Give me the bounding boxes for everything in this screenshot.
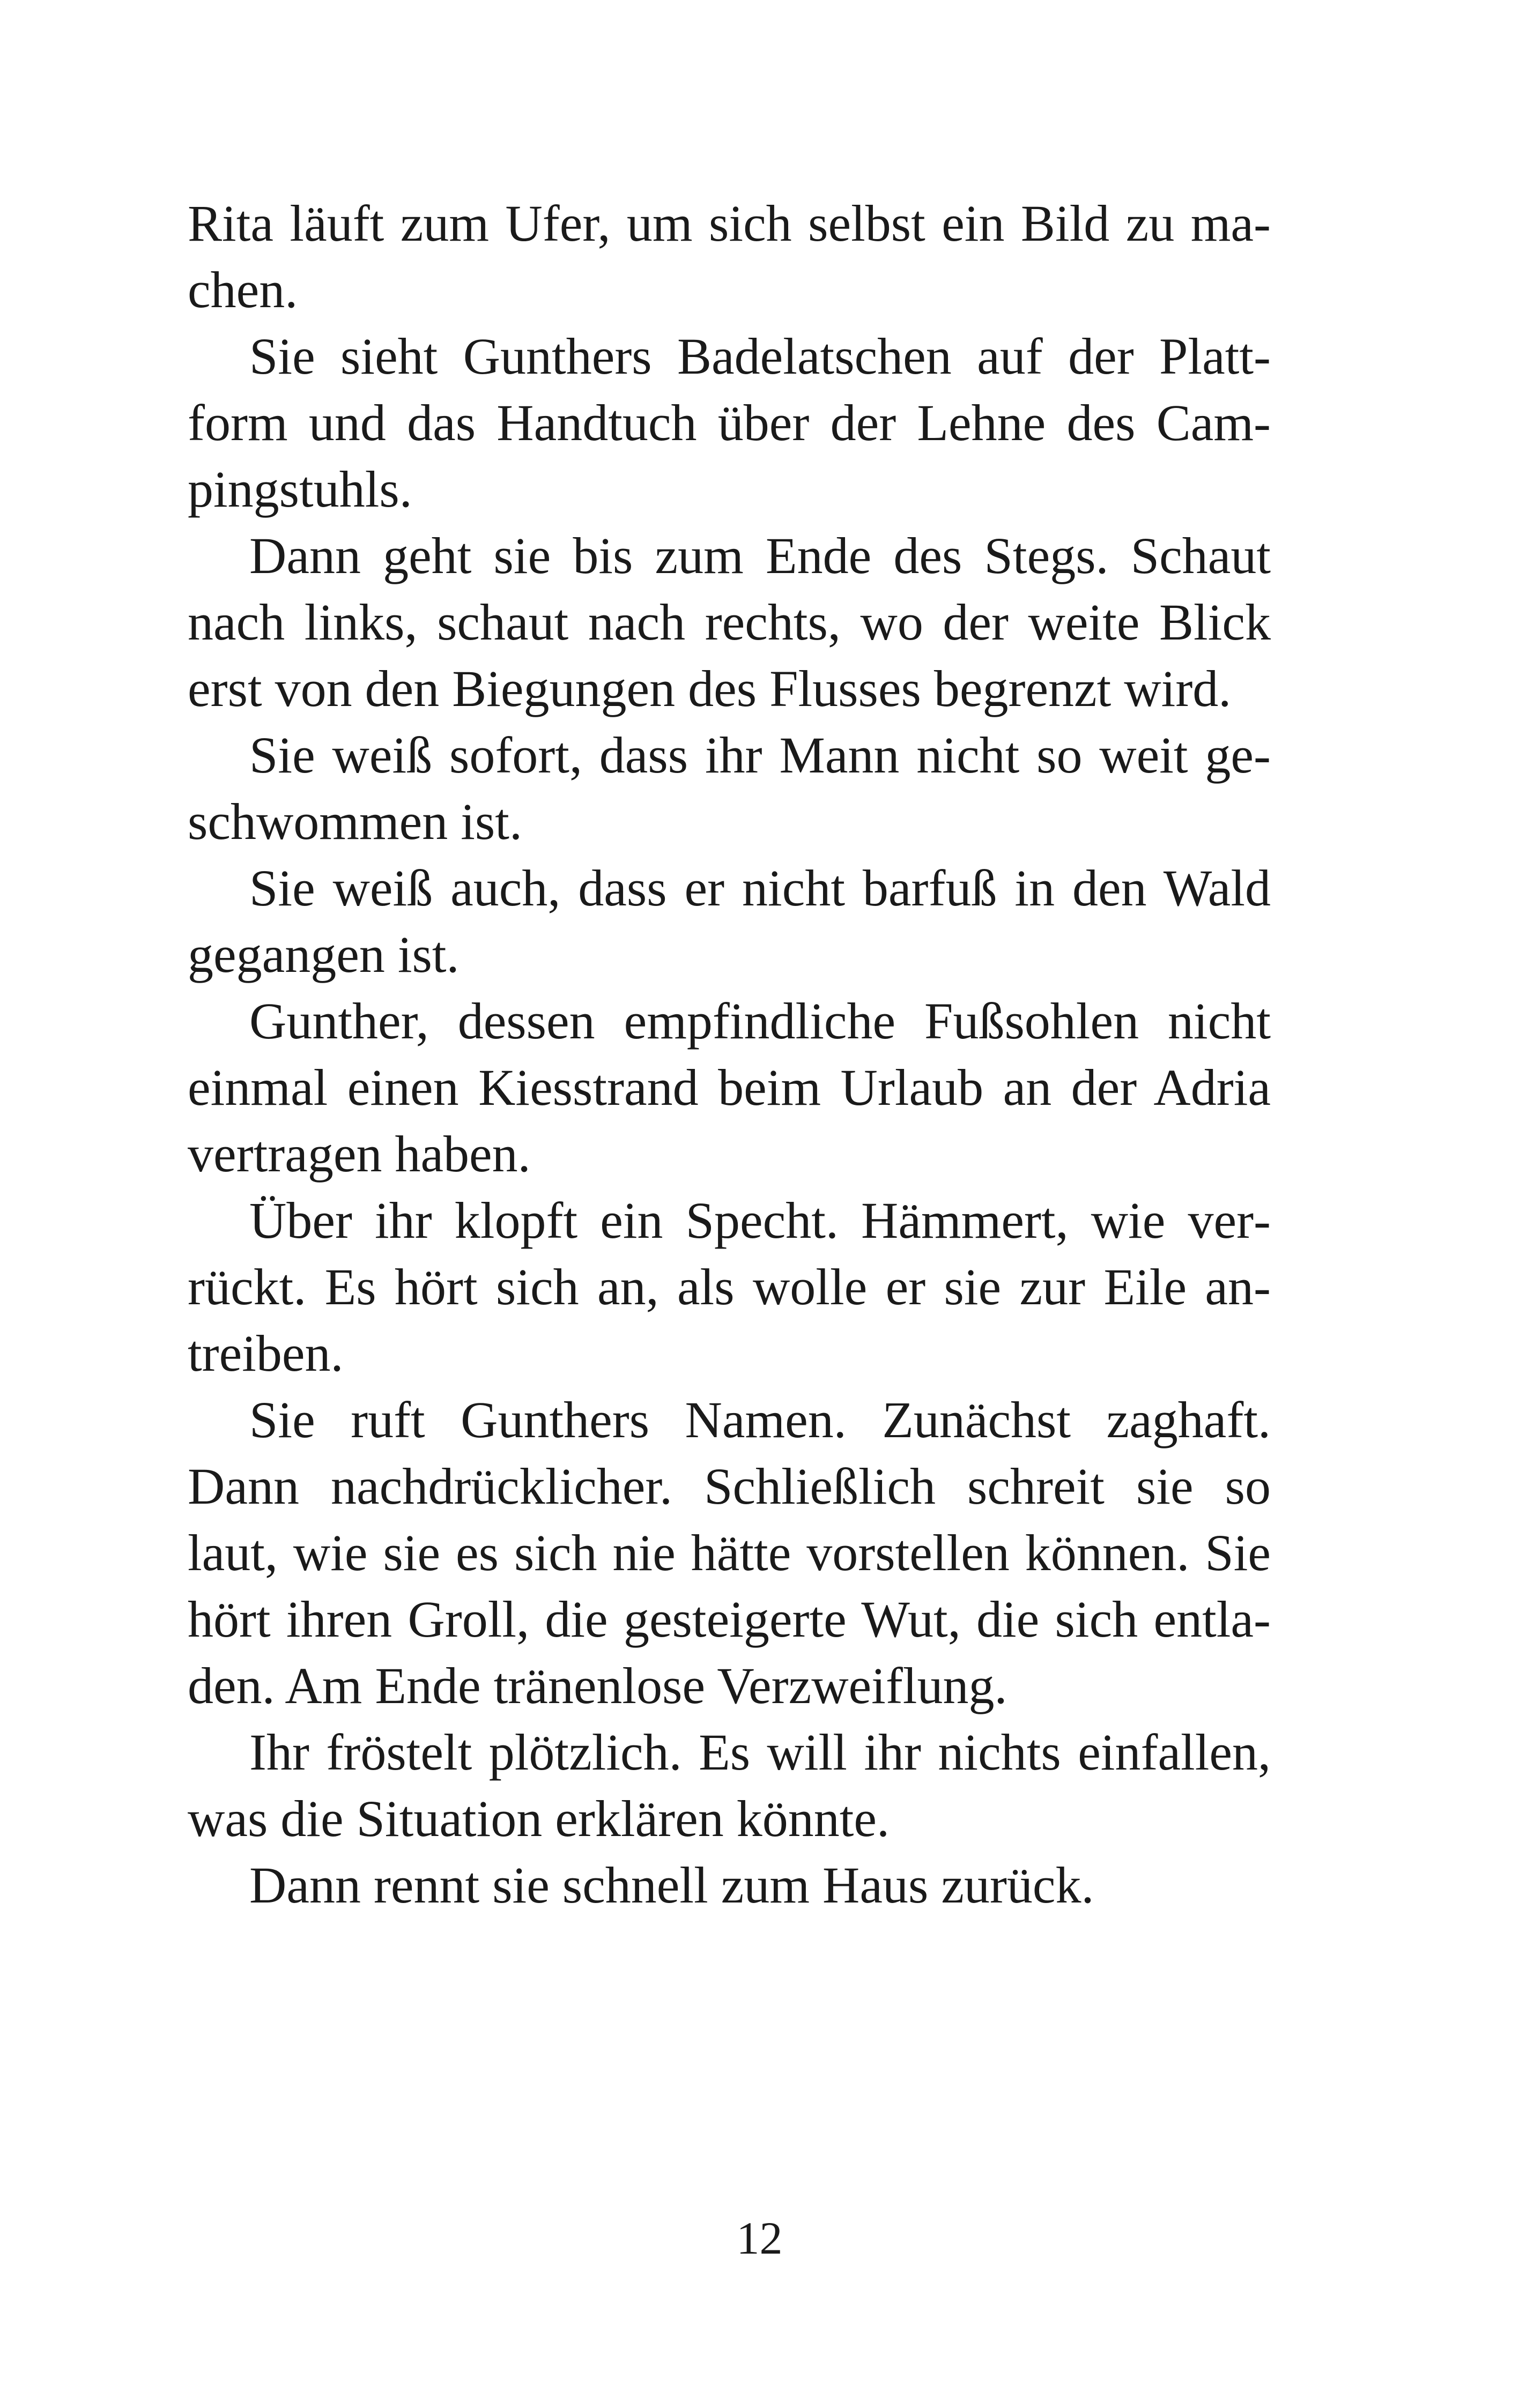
paragraph: Sie weiß sofort, dass ihr Mann nicht so weit geschwommen ist. bbox=[188, 726, 1271, 850]
paragraph: Sie weiß auch, dass er nicht barfuß in den Wald gegangen ist. bbox=[188, 859, 1271, 983]
paragraph: Gunther, dessen empfindliche Fußsohlen nicht einmal einen Kiesstrand beim Urlaub an der Adria vertragen haben. bbox=[188, 992, 1271, 1183]
paragraph: Dann geht sie bis zum Ende des Stegs. Schaut nach links, schaut nach rechts, wo der weite Blick erst von den Biegungen des Flusses begrenzt wird. bbox=[188, 527, 1271, 717]
paragraph: Sie sieht Gunthers Badelatschen auf der Plattform und das Handtuch über der Lehne des Campingstuhls. bbox=[188, 328, 1271, 518]
paragraph: Sie ruft Gunthers Namen. Zunächst zaghaft. Dann nachdrücklicher. Schließlich schreit sie so laut, wie sie es sich nie hätte vorstellen können. Sie hört ihren Groll, die gesteigerte Wut, die sich entladen. Am Ende tränenlose Verzweiflung. bbox=[188, 1391, 1271, 1714]
paragraph: Dann rennt sie schnell zum Haus zurück. bbox=[249, 1856, 1094, 1914]
page-number: 12 bbox=[736, 2212, 783, 2264]
paragraph: Rita läuft zum Ufer, um sich selbst ein Bild zu machen. bbox=[188, 195, 1271, 318]
paragraph: Ihr fröstelt plötzlich. Es will ihr nichts einfallen, was die Situation erklären könnte. bbox=[188, 1723, 1271, 1847]
paragraph: Über ihr klopft ein Specht. Hämmert, wie verrückt. Es hört sich an, als wolle er sie zur Eile antreiben. bbox=[188, 1192, 1271, 1382]
body-text bbox=[188, 190, 1271, 1919]
